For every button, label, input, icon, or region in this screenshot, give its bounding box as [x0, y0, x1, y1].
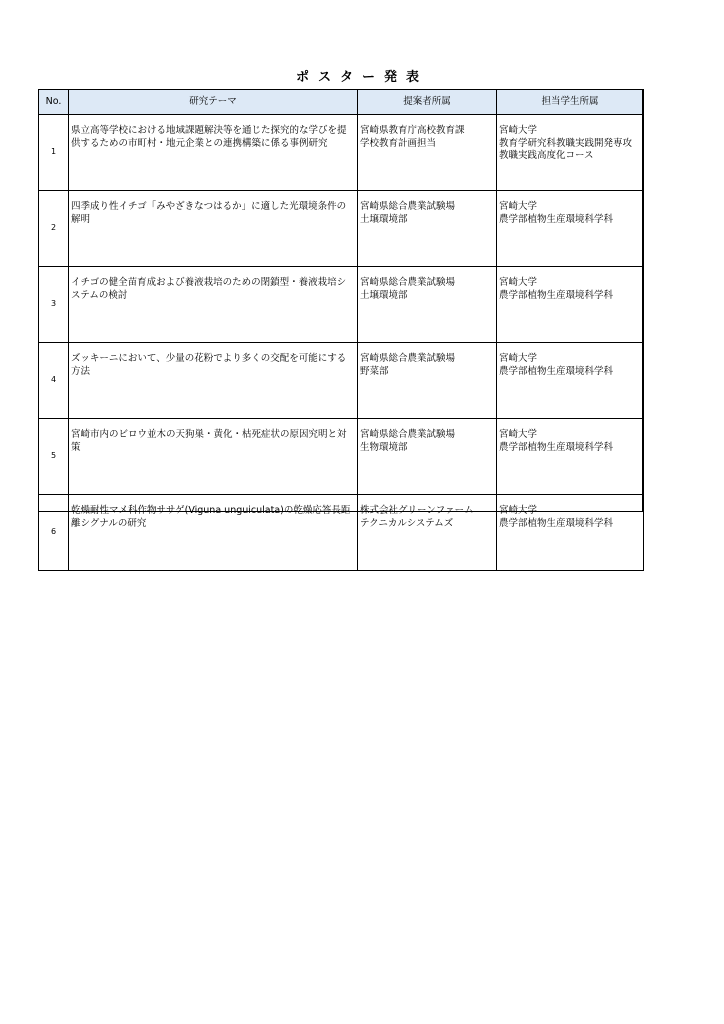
research-theme: ズッキーニにおいて、少量の花粉でより多くの交配を可能にする方法	[69, 343, 358, 419]
proposer-line-2: 土壌環境部	[360, 289, 408, 301]
student-affiliation	[497, 191, 644, 267]
research-theme: 四季成り性イチゴ「みやざきなつはるか」に適した光環境条件の解明	[69, 191, 358, 267]
proposer-affiliation	[358, 191, 497, 267]
poster-presentation-table	[38, 89, 644, 571]
student-line-1: 宮崎大学	[499, 125, 538, 136]
student-affiliation	[497, 495, 644, 571]
table-row	[39, 419, 644, 495]
proposer-line-1: 宮崎県総合農業試験場	[360, 429, 456, 440]
proposer-affiliation	[358, 419, 497, 495]
page-title: ポスター発表	[295, 70, 428, 85]
proposer-line-1: 宮崎県総合農業試験場	[360, 277, 456, 288]
student-line-1: 宮崎大学	[499, 505, 538, 516]
student-affiliation	[497, 343, 644, 419]
student-line-1: 宮崎大学	[499, 277, 538, 288]
table-row	[39, 343, 644, 419]
student-line-1: 宮崎大学	[499, 429, 538, 440]
table-row	[39, 267, 644, 343]
student-line-1: 宮崎大学	[499, 201, 538, 212]
proposer-affiliation	[358, 343, 497, 419]
student-line-2: 農学部植物生産環境科学科	[499, 213, 614, 225]
header-proposer: 提案者所属	[358, 90, 497, 115]
proposer-line-2: 学校教育計画担当	[360, 137, 437, 149]
row-number: 4	[39, 343, 69, 419]
research-theme: 宮崎市内のビロウ並木の天狗巣・黄化・枯死症状の原因究明と対策	[69, 419, 358, 495]
row-number: 2	[39, 191, 69, 267]
research-theme: イチゴの健全苗育成および養液栽培のための閉鎖型・養液栽培システムの検討	[69, 267, 358, 343]
student-line-2: 農学部植物生産環境科学科	[499, 289, 614, 301]
proposer-affiliation	[358, 495, 497, 571]
header-student: 担当学生所属	[497, 90, 644, 115]
student-line-2: 教育学研究科教職実践開発専攻教職実践高度化コース	[499, 137, 633, 161]
research-theme: 県立高等学校における地域課題解決等を通じた探究的な学びを提供するための市町村・地元企業との連携構築に係る事例研究	[69, 115, 358, 191]
proposer-line-1: 宮崎県総合農業試験場	[360, 201, 456, 212]
student-affiliation	[497, 115, 644, 191]
student-affiliation	[497, 419, 644, 495]
student-line-2: 農学部植物生産環境科学科	[499, 517, 614, 529]
header-no: No.	[39, 90, 69, 115]
table-row	[39, 495, 644, 571]
header-theme: 研究テーマ	[69, 90, 358, 115]
proposer-affiliation	[358, 267, 497, 343]
row-number: 5	[39, 419, 69, 495]
proposer-line-1: 株式会社グリーンファーム	[360, 505, 474, 516]
proposer-line-1: 宮崎県総合農業試験場	[360, 353, 456, 364]
table-row	[39, 191, 644, 267]
proposer-line-2: 土壌環境部	[360, 213, 408, 225]
row-number: 6	[39, 495, 69, 571]
row-number: 3	[39, 267, 69, 343]
student-line-2: 農学部植物生産環境科学科	[499, 441, 614, 453]
proposer-line-2: 野菜部	[360, 365, 389, 377]
student-line-1: 宮崎大学	[499, 353, 538, 364]
research-theme: 乾燥耐性マメ科作物ササゲ(Viguna unguiculata)の乾燥応答長距離シグナルの研究	[69, 495, 358, 571]
table-header-row	[39, 90, 644, 115]
proposer-line-2: 生物環境部	[360, 441, 408, 453]
proposer-line-2: テクニカルシステムズ	[360, 517, 454, 529]
student-affiliation	[497, 267, 644, 343]
proposer-line-1: 宮崎県教育庁高校教育課	[360, 125, 465, 136]
row-number: 1	[39, 115, 69, 191]
proposer-affiliation	[358, 115, 497, 191]
table-row	[39, 115, 644, 191]
student-line-2: 農学部植物生産環境科学科	[499, 365, 614, 377]
